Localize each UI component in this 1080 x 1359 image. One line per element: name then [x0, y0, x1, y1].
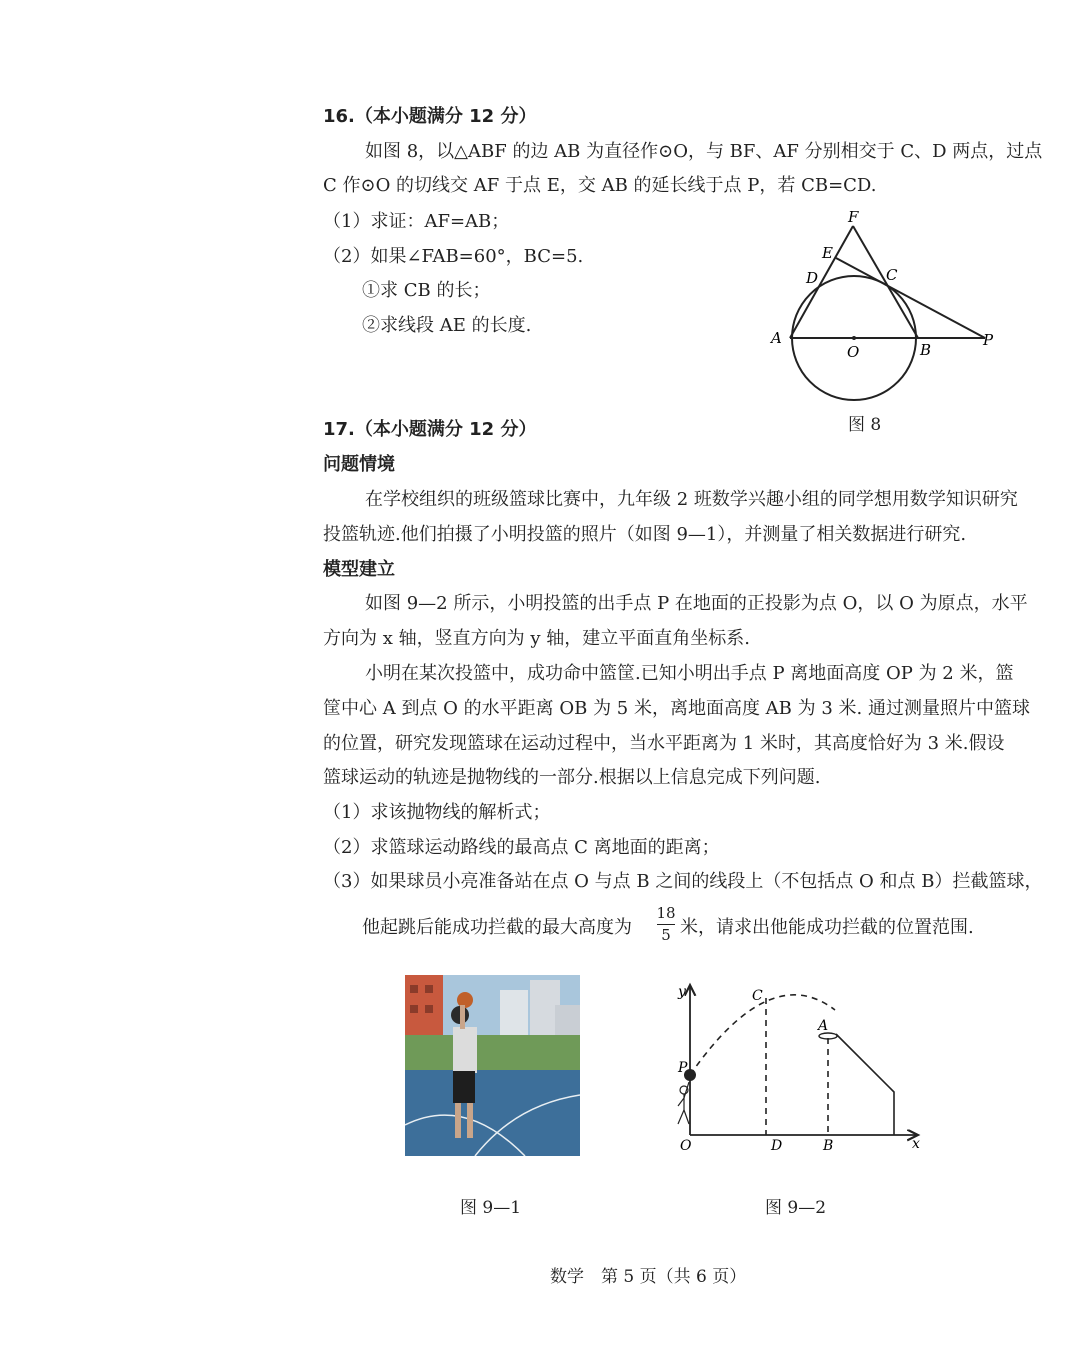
label-o: O: [680, 1138, 692, 1154]
label-x: x: [912, 1136, 920, 1152]
q17-p1-line2: 投篮轨迹.他们拍摄了小明投篮的照片（如图 9—1），并测量了相关数据进行研究.: [323, 524, 967, 545]
q17-section-model: 模型建立: [323, 559, 395, 580]
label-d: D: [806, 269, 819, 287]
line-af: [790, 226, 853, 338]
figure-9-2-diagram: [660, 975, 930, 1165]
label-c: C: [886, 266, 898, 284]
q17-heading: 17.（本小题满分 12 分）: [323, 419, 537, 440]
label-c: C: [752, 988, 763, 1004]
q16-sub2: ②求线段 AE 的长度.: [362, 315, 532, 336]
q17-part1: （1）求该抛物线的解析式；: [323, 802, 551, 823]
label-d: D: [771, 1138, 783, 1154]
figure-9-1-photo: [405, 975, 580, 1156]
q16-part2: （2）如果∠FAB=60°，BC=5.: [323, 246, 584, 267]
label-p: P: [983, 331, 994, 349]
parabola-path: [690, 995, 835, 1075]
q17-p3-line4: 篮球运动的轨迹是抛物线的一部分.根据以上信息完成下列问题.: [323, 767, 821, 788]
figure-9-1-caption: 图 9—1: [460, 1198, 522, 1218]
label-p: P: [678, 1060, 688, 1076]
q16-part1: （1）求证：AF=AB；: [323, 211, 510, 232]
label-f: F: [848, 208, 859, 226]
q17-p3-line1: 小明在某次投篮中，成功命中篮筐.已知小明出手点 P 离地面高度 OP 为 2 米，篮: [365, 663, 1014, 684]
hoop-stand: [836, 1034, 894, 1135]
q17-p2-line1: 如图 9—2 所示，小明投篮的出手点 P 在地面的正投影为点 O，以 O 为原点，水平: [365, 593, 1028, 614]
page-footer: 数学 第 5 页（共 6 页）: [550, 1267, 747, 1287]
figure-9-2-caption: 图 9—2: [765, 1198, 827, 1218]
q17-part3: （3）如果球员小亮准备站在点 O 与点 B 之间的线段上（不包括点 O 和点 B）拦截篮球，: [323, 871, 1043, 892]
label-a: A: [771, 329, 782, 347]
label-b: B: [920, 341, 932, 359]
figure-8-circle-triangle: [760, 200, 1010, 440]
q16-text-line1: 如图 8，以△ABF 的边 AB 为直径作⊙O，与 BF、AF 分别相交于 C、D 两点，过点: [365, 141, 1043, 162]
q17-part3-b-post: 米，请求出他能成功拦截的位置范围.: [680, 917, 974, 938]
label-y: y: [678, 984, 686, 1000]
q16-sub1: ①求 CB 的长；: [362, 280, 491, 301]
center-dot: [852, 336, 856, 340]
q16-text-line2: C 作⊙O 的切线交 AF 于点 E，交 AB 的延长线于点 P，若 CB=CD.: [323, 175, 877, 196]
q17-part2: （2）求篮球运动路线的最高点 C 离地面的距离；: [323, 837, 720, 858]
q17-p2-line2: 方向为 x 轴，竖直方向为 y 轴，建立平面直角坐标系.: [323, 628, 750, 649]
fraction-denominator: 5: [661, 926, 671, 944]
label-b: B: [823, 1138, 834, 1154]
q17-p3-line3: 的位置，研究发现篮球在运动过程中，当水平距离为 1 米时，其高度恰好为 3 米.假设: [323, 733, 1005, 754]
fraction-bar: [657, 924, 675, 925]
q17-section-context: 问题情境: [323, 454, 395, 475]
label-e: E: [822, 244, 833, 262]
q17-p1-line1: 在学校组织的班级篮球比赛中，九年级 2 班数学兴趣小组的同学想用数学知识研究: [365, 489, 1018, 510]
label-a: A: [818, 1018, 829, 1034]
q16-heading: 16.（本小题满分 12 分）: [323, 106, 537, 127]
q17-part3-b-pre: 他起跳后能成功拦截的最大高度为: [362, 917, 632, 938]
figure-8-caption: 图 8: [848, 415, 882, 435]
q17-p3-line2: 筐中心 A 到点 O 的水平距离 OB 为 5 米，离地面高度 AB 为 3 米. 通过测量照片中篮球: [323, 698, 1030, 719]
label-o: O: [847, 343, 860, 361]
fraction-numerator: 18: [656, 904, 676, 922]
